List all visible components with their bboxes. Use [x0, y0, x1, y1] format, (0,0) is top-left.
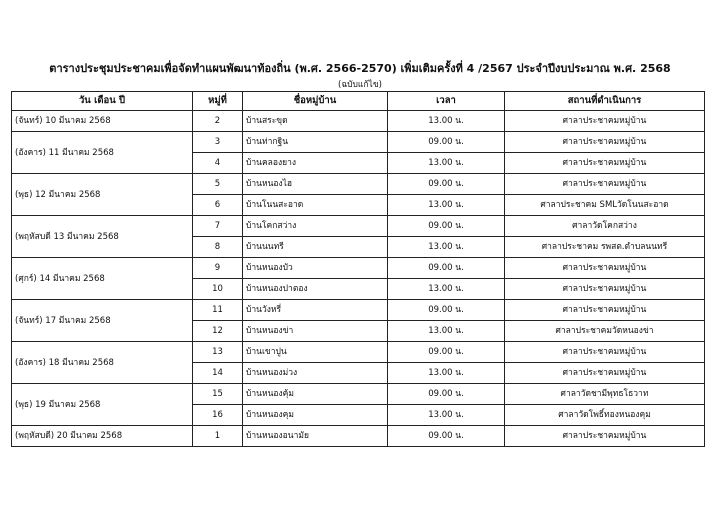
time-cell: 09.00 น.	[388, 258, 505, 279]
place-cell: ศาลาประชาคมหมู่บ้าน	[505, 300, 705, 321]
time-cell: 13.00 น.	[388, 321, 505, 342]
village-name-cell: บ้านหนองอนามัย	[243, 426, 388, 447]
village-name-cell: บ้านคลองยาง	[243, 153, 388, 174]
village-name-cell: บ้านสระขุด	[243, 111, 388, 132]
village-number-cell: 6	[193, 195, 243, 216]
header-village: ชื่อหมู่บ้าน	[243, 92, 388, 111]
time-cell: 13.00 น.	[388, 363, 505, 384]
date-cell: (พุธ) 19 มีนาคม 2568	[12, 384, 193, 426]
time-cell: 13.00 น.	[388, 111, 505, 132]
village-number-cell: 12	[193, 321, 243, 342]
time-cell: 13.00 น.	[388, 195, 505, 216]
header-place: สถานที่ดำเนินการ	[505, 92, 705, 111]
date-cell: (ศุกร์) 14 มีนาคม 2568	[12, 258, 193, 300]
table-row	[12, 258, 705, 279]
date-cell: (พฤหัสบดี 13 มีนาคม 2568	[12, 216, 193, 258]
place-cell: ศาลาประชาคมหมู่บ้าน	[505, 363, 705, 384]
place-cell: ศาลาวัดชามีพุทธโธวาท	[505, 384, 705, 405]
time-cell: 09.00 น.	[388, 174, 505, 195]
time-cell: 09.00 น.	[388, 426, 505, 447]
village-name-cell: บ้านหนองบัว	[243, 258, 388, 279]
time-cell: 13.00 น.	[388, 405, 505, 426]
village-number-cell: 1	[193, 426, 243, 447]
date-cell: (พุธ) 12 มีนาคม 2568	[12, 174, 193, 216]
time-cell: 09.00 น.	[388, 300, 505, 321]
header-date: วัน เดือน ปี	[12, 92, 193, 111]
table-row	[12, 216, 705, 237]
table-row	[12, 426, 705, 447]
village-number-cell: 5	[193, 174, 243, 195]
village-number-cell: 9	[193, 258, 243, 279]
date-cell: (พฤหัสบดี) 20 มีนาคม 2568	[12, 426, 193, 447]
schedule-body	[12, 111, 705, 447]
time-cell: 13.00 น.	[388, 279, 505, 300]
village-number-cell: 7	[193, 216, 243, 237]
header-row	[12, 92, 705, 111]
village-number-cell: 3	[193, 132, 243, 153]
place-cell: ศาลาประชาคม รพสต.ตำบลนนทรี	[505, 237, 705, 258]
village-name-cell: บ้านโคกสว่าง	[243, 216, 388, 237]
village-number-cell: 13	[193, 342, 243, 363]
date-cell: (จันทร์) 10 มีนาคม 2568	[12, 111, 193, 132]
time-cell: 13.00 น.	[388, 237, 505, 258]
table-row	[12, 111, 705, 132]
village-number-cell: 16	[193, 405, 243, 426]
place-cell: ศาลาประชาคมหมู่บ้าน	[505, 153, 705, 174]
village-name-cell: บ้านนนทรี	[243, 237, 388, 258]
village-number-cell: 8	[193, 237, 243, 258]
header-time: เวลา	[388, 92, 505, 111]
place-cell: ศาลาประชาคมหมู่บ้าน	[505, 342, 705, 363]
village-name-cell: บ้านท่ากฐิน	[243, 132, 388, 153]
place-cell: ศาลาประชาคม SMLวัดโนนสะอาด	[505, 195, 705, 216]
time-cell: 09.00 น.	[388, 132, 505, 153]
place-cell: ศาลาประชาคมหมู่บ้าน	[505, 279, 705, 300]
schedule-table	[11, 91, 705, 447]
document-title: ตารางประชุมประชาคมเพื่อจัดทำแผนพัฒนาท้องถิ่น (พ.ศ. 2566-2570) เพิ่มเติมครั้งที่ 4 /2567 ประจำปีงบประมาณ พ.ศ. 2568	[49, 62, 671, 75]
table-row	[12, 384, 705, 405]
place-cell: ศาลาวัดโพธิ์ทองหนองคุม	[505, 405, 705, 426]
village-number-cell: 15	[193, 384, 243, 405]
table-row	[12, 342, 705, 363]
place-cell: ศาลาประชาคมหมู่บ้าน	[505, 174, 705, 195]
date-cell: (จันทร์) 17 มีนาคม 2568	[12, 300, 193, 342]
village-number-cell: 14	[193, 363, 243, 384]
table-row	[12, 132, 705, 153]
date-cell: (อังคาร) 18 มีนาคม 2568	[12, 342, 193, 384]
place-cell: ศาลาประชาคมหมู่บ้าน	[505, 111, 705, 132]
table-row	[12, 300, 705, 321]
place-cell: ศาลาประชาคมวัดหนองข่า	[505, 321, 705, 342]
time-cell: 09.00 น.	[388, 384, 505, 405]
place-cell: ศาลาประชาคมหมู่บ้าน	[505, 426, 705, 447]
village-name-cell: บ้านหนองคุม	[243, 405, 388, 426]
header-no: หมู่ที่	[193, 92, 243, 111]
village-name-cell: บ้านวังหรี่	[243, 300, 388, 321]
village-number-cell: 2	[193, 111, 243, 132]
village-name-cell: บ้านหนองม่วง	[243, 363, 388, 384]
place-cell: ศาลาประชาคมหมู่บ้าน	[505, 258, 705, 279]
table-row	[12, 174, 705, 195]
time-cell: 13.00 น.	[388, 153, 505, 174]
time-cell: 09.00 น.	[388, 216, 505, 237]
date-cell: (อังคาร) 11 มีนาคม 2568	[12, 132, 193, 174]
time-cell: 09.00 น.	[388, 342, 505, 363]
village-number-cell: 4	[193, 153, 243, 174]
village-number-cell: 10	[193, 279, 243, 300]
village-name-cell: บ้านเขาปูน	[243, 342, 388, 363]
village-name-cell: บ้านหนองไฮ	[243, 174, 388, 195]
village-name-cell: บ้านหนองปาตอง	[243, 279, 388, 300]
place-cell: ศาลาประชาคมหมู่บ้าน	[505, 132, 705, 153]
place-cell: ศาลาวัดโคกสว่าง	[505, 216, 705, 237]
village-name-cell: บ้านโนนสะอาด	[243, 195, 388, 216]
village-name-cell: บ้านหนองข่า	[243, 321, 388, 342]
document-subtitle: (ฉบับแก้ไข)	[338, 80, 382, 90]
village-number-cell: 11	[193, 300, 243, 321]
village-name-cell: บ้านหนองคุ้ม	[243, 384, 388, 405]
